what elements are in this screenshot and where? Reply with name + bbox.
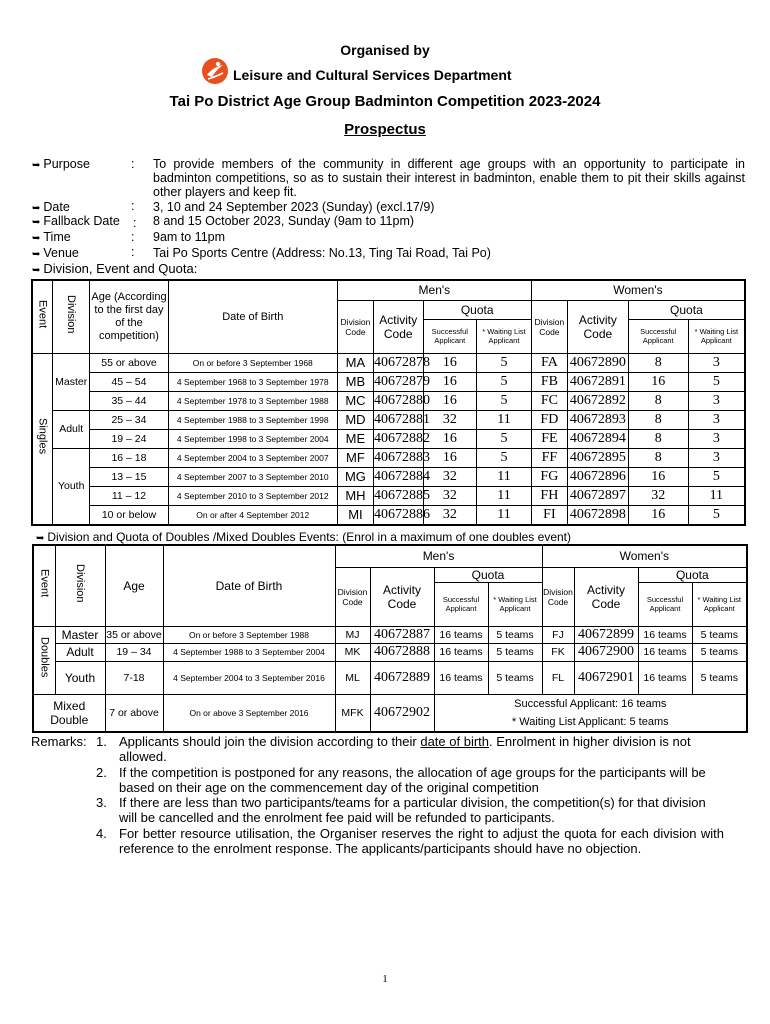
info-purpose-value: To provide members of the community in different age groups with an opportunity to participate in badminton competitions, so as to sustain their interest in badminton, enable them to pit their skills against other players and keep fit. bbox=[153, 157, 745, 199]
womens-successful-header: Successful Applicant bbox=[638, 582, 692, 626]
division-youth: Youth bbox=[53, 448, 90, 525]
remarks-label: Remarks: bbox=[31, 734, 87, 749]
quota-waiting-cell: 5 teams bbox=[488, 643, 542, 661]
division-code-cell: MI bbox=[337, 505, 373, 525]
singles-row bbox=[32, 505, 745, 525]
quota-waiting-cell: 3 bbox=[688, 391, 745, 410]
dob-cell: On or before 3 September 1968 bbox=[168, 353, 337, 372]
activity-code-cell: 40672878 bbox=[373, 353, 423, 372]
division-code-cell: MC bbox=[337, 391, 373, 410]
remark-num: 3. bbox=[96, 795, 107, 810]
womens-activity-code-header: Activity Code bbox=[574, 567, 638, 626]
quota-successful-cell: 16 bbox=[628, 505, 688, 525]
division-code-cell: MK bbox=[335, 643, 370, 661]
division-header: Division bbox=[55, 545, 105, 626]
division-master: Master bbox=[53, 353, 90, 410]
activity-code-cell: 40672894 bbox=[567, 429, 628, 448]
mixed-quota-cell bbox=[434, 694, 747, 732]
division-adult: Adult bbox=[53, 410, 90, 448]
colon: : bbox=[131, 230, 135, 244]
activity-code-cell: 40672885 bbox=[373, 486, 423, 505]
singles-table bbox=[31, 279, 746, 526]
division-code-cell: MD bbox=[337, 410, 373, 429]
activity-code-cell: 40672892 bbox=[567, 391, 628, 410]
quota-waiting-cell: 5 bbox=[688, 467, 745, 486]
singles-row bbox=[32, 467, 745, 486]
quota-successful-cell: 16 teams bbox=[638, 626, 692, 643]
dob-cell: On or before 3 September 1988 bbox=[163, 626, 335, 643]
activity-code-cell: 40672881 bbox=[373, 410, 423, 429]
division-code-cell: FA bbox=[531, 353, 567, 372]
singles-row bbox=[32, 391, 745, 410]
remark-1: Applicants should join the division according to their date of birth. Enrolment in higher division is not allowed. bbox=[119, 734, 691, 764]
quota-successful-cell: 16 bbox=[423, 391, 477, 410]
quota-successful-cell: 32 bbox=[423, 410, 477, 429]
document-subtitle: Prospectus bbox=[344, 121, 426, 138]
colon: : bbox=[131, 199, 135, 213]
age-cell: 7 or above bbox=[105, 694, 163, 732]
quota-waiting-cell: 3 bbox=[688, 429, 745, 448]
age-cell: 55 or above bbox=[90, 353, 168, 372]
quota-successful-cell: 16 bbox=[628, 467, 688, 486]
remark-num: 4. bbox=[96, 826, 107, 841]
mens-division-code-header: Division Code bbox=[337, 300, 373, 353]
activity-code-cell: 40672880 bbox=[373, 391, 423, 410]
division-header: Division bbox=[53, 280, 90, 353]
age-cell: 13 – 15 bbox=[90, 467, 168, 486]
division-cell: Master bbox=[55, 626, 105, 643]
info-date-value: 3, 10 and 24 September 2023 (Sunday) (excl.17/9) bbox=[153, 200, 435, 214]
quota-waiting-cell: 5 bbox=[477, 391, 532, 410]
mens-waiting-header: * Waiting List Applicant bbox=[488, 582, 542, 626]
quota-waiting-cell: 5 bbox=[477, 429, 532, 448]
colon: : bbox=[131, 157, 135, 171]
activity-code-cell: 40672879 bbox=[373, 372, 423, 391]
age-header: Age (According to the first day of the competition) bbox=[90, 280, 168, 353]
quota-waiting-cell: 11 bbox=[477, 505, 532, 525]
quota-successful-cell: 16 teams bbox=[434, 643, 488, 661]
quota-successful-cell: 16 bbox=[628, 372, 688, 391]
singles-row bbox=[32, 448, 745, 467]
division-code-cell: ME bbox=[337, 429, 373, 448]
division-cell: Adult bbox=[55, 643, 105, 661]
age-header: Age bbox=[105, 545, 163, 626]
age-cell: 7-18 bbox=[105, 661, 163, 694]
mens-waiting-header: * Waiting List Applicant bbox=[477, 319, 532, 353]
mens-activity-code-header: Activity Code bbox=[373, 300, 423, 353]
womens-waiting-header: * Waiting List Applicant bbox=[692, 582, 747, 626]
division-code-cell: FF bbox=[531, 448, 567, 467]
activity-code-cell: 40672898 bbox=[567, 505, 628, 525]
remark-3: If there are less than two participants/teams for a particular division, the competition(s) for that division will be cancelled and the enrolment fee paid will be refunded to participants. bbox=[119, 795, 706, 825]
mens-successful-header: Successful Applicant bbox=[423, 319, 477, 353]
activity-code-cell: 40672887 bbox=[370, 626, 434, 643]
quota-successful-cell: 16 teams bbox=[434, 661, 488, 694]
doubles-row bbox=[33, 661, 747, 694]
singles-row bbox=[32, 353, 745, 372]
mixed-division-cell: Mixed Double bbox=[33, 694, 105, 732]
singles-row bbox=[32, 410, 745, 429]
date-of-birth-underlined: date of birth bbox=[420, 734, 489, 749]
dob-cell: 4 September 2007 to 3 September 2010 bbox=[168, 467, 337, 486]
dob-cell: 4 September 2010 to 3 September 2012 bbox=[168, 486, 337, 505]
mixed-successful-text: Successful Applicant: 16 teams bbox=[514, 697, 667, 710]
activity-code-cell: 40672902 bbox=[370, 694, 434, 732]
mens-header: Men's bbox=[335, 545, 542, 567]
quota-waiting-cell: 5 teams bbox=[692, 661, 747, 694]
division-code-cell: FG bbox=[531, 467, 567, 486]
info-venue-value: Tai Po Sports Centre (Address: No.13, Ting Tai Road, Tai Po) bbox=[153, 246, 491, 260]
quota-successful-cell: 32 bbox=[423, 505, 477, 525]
mens-successful-header: Successful Applicant bbox=[434, 582, 488, 626]
lcsd-logo-icon bbox=[201, 57, 229, 85]
quota-waiting-cell: 5 bbox=[477, 448, 532, 467]
age-cell: 10 or below bbox=[90, 505, 168, 525]
quota-waiting-cell: 5 bbox=[477, 372, 532, 391]
activity-code-cell: 40672893 bbox=[567, 410, 628, 429]
doubles-event-cell: Doubles bbox=[33, 626, 55, 694]
age-cell: 25 – 34 bbox=[90, 410, 168, 429]
quota-waiting-cell: 5 bbox=[688, 505, 745, 525]
info-time-label: ➥ Time bbox=[32, 230, 71, 244]
age-cell: 45 – 54 bbox=[90, 372, 168, 391]
mens-quota-header: Quota bbox=[423, 300, 531, 319]
division-code-cell: FL bbox=[542, 661, 574, 694]
division-code-cell: FK bbox=[542, 643, 574, 661]
quota-successful-cell: 32 bbox=[423, 467, 477, 486]
activity-code-cell: 40672888 bbox=[370, 643, 434, 661]
quota-successful-cell: 8 bbox=[628, 353, 688, 372]
quota-successful-cell: 16 bbox=[423, 448, 477, 467]
womens-quota-header: Quota bbox=[628, 300, 745, 319]
activity-code-cell: 40672884 bbox=[373, 467, 423, 486]
womens-successful-header: Successful Applicant bbox=[628, 319, 688, 353]
quota-waiting-cell: 11 bbox=[688, 486, 745, 505]
age-cell: 11 – 12 bbox=[90, 486, 168, 505]
division-code-cell: FH bbox=[531, 486, 567, 505]
activity-code-cell: 40672901 bbox=[574, 661, 638, 694]
mens-activity-code-header: Activity Code bbox=[370, 567, 434, 626]
age-cell: 16 – 18 bbox=[90, 448, 168, 467]
mens-header: Men's bbox=[337, 280, 531, 300]
activity-code-cell: 40672886 bbox=[373, 505, 423, 525]
division-code-cell: MH bbox=[337, 486, 373, 505]
remark-num: 1. bbox=[96, 734, 107, 749]
quota-successful-cell: 16 teams bbox=[434, 626, 488, 643]
quota-waiting-cell: 5 teams bbox=[488, 626, 542, 643]
dob-cell: 4 September 1988 to 3 September 2004 bbox=[163, 643, 335, 661]
activity-code-cell: 40672896 bbox=[567, 467, 628, 486]
info-date-label: ➥ Date bbox=[32, 200, 70, 214]
quota-waiting-cell: 3 bbox=[688, 353, 745, 372]
info-time-value: 9am to 11pm bbox=[153, 230, 226, 244]
age-cell: 19 – 24 bbox=[90, 429, 168, 448]
division-code-cell: MG bbox=[337, 467, 373, 486]
event-header: Event bbox=[32, 280, 53, 353]
page-number: 1 bbox=[382, 973, 388, 985]
info-purpose-label: ➥ Purpose bbox=[32, 157, 90, 171]
dob-cell: 4 September 2004 to 3 September 2016 bbox=[163, 661, 335, 694]
activity-code-cell: 40672890 bbox=[567, 353, 628, 372]
division-code-cell: MB bbox=[337, 372, 373, 391]
division-code-cell: FB bbox=[531, 372, 567, 391]
womens-quota-header: Quota bbox=[638, 567, 747, 582]
section2-heading: ➥ Division and Quota of Doubles /Mixed Doubles Events: (Enrol in a maximum of one doubles event) bbox=[36, 530, 571, 544]
quota-successful-cell: 8 bbox=[628, 448, 688, 467]
singles-event-cell: Singles bbox=[32, 353, 53, 525]
quota-waiting-cell: 11 bbox=[477, 410, 532, 429]
quota-successful-cell: 16 bbox=[423, 429, 477, 448]
activity-code-cell: 40672883 bbox=[373, 448, 423, 467]
quota-waiting-cell: 11 bbox=[477, 467, 532, 486]
activity-code-cell: 40672889 bbox=[370, 661, 434, 694]
quota-successful-cell: 32 bbox=[628, 486, 688, 505]
womens-division-code-header: Division Code bbox=[542, 567, 574, 626]
quota-waiting-cell: 3 bbox=[688, 410, 745, 429]
singles-row bbox=[32, 429, 745, 448]
quota-successful-cell: 16 bbox=[423, 372, 477, 391]
division-code-cell: FD bbox=[531, 410, 567, 429]
info-fallback-value: 8 and 15 October 2023, Sunday (9am to 11pm) bbox=[153, 214, 415, 228]
quota-waiting-cell: 5 teams bbox=[488, 661, 542, 694]
info-venue-label: ➥ Venue bbox=[32, 246, 79, 260]
mixed-doubles-row bbox=[33, 694, 747, 732]
quota-waiting-cell: 5 teams bbox=[692, 626, 747, 643]
doubles-table bbox=[32, 544, 748, 733]
age-cell: 19 – 34 bbox=[105, 643, 163, 661]
activity-code-cell: 40672891 bbox=[567, 372, 628, 391]
info-fallback-label: ➥ Fallback Date bbox=[32, 214, 120, 228]
division-code-cell: MFK bbox=[335, 694, 370, 732]
mens-division-code-header: Division Code bbox=[335, 567, 370, 626]
singles-row bbox=[32, 372, 745, 391]
quota-successful-cell: 8 bbox=[628, 429, 688, 448]
quota-successful-cell: 16 teams bbox=[638, 661, 692, 694]
section1-heading: ➥ Division, Event and Quota: bbox=[32, 261, 198, 276]
quota-successful-cell: 32 bbox=[423, 486, 477, 505]
womens-division-code-header: Division Code bbox=[531, 300, 567, 353]
age-cell: 35 or above bbox=[105, 626, 163, 643]
division-code-cell: MF bbox=[337, 448, 373, 467]
dob-header: Date of Birth bbox=[168, 280, 337, 353]
quota-successful-cell: 16 teams bbox=[638, 643, 692, 661]
document-title: Tai Po District Age Group Badminton Competition 2023-2024 bbox=[169, 93, 601, 110]
remark-2: If the competition is postponed for any reasons, the allocation of age groups for the participants will be based on their age on the commencement day of the original competition bbox=[119, 765, 706, 795]
quota-waiting-cell: 5 bbox=[477, 353, 532, 372]
womens-header: Women's bbox=[542, 545, 747, 567]
womens-header: Women's bbox=[531, 280, 745, 300]
division-code-cell: MJ bbox=[335, 626, 370, 643]
mens-quota-header: Quota bbox=[434, 567, 542, 582]
division-code-cell: FC bbox=[531, 391, 567, 410]
womens-waiting-header: * Waiting List Applicant bbox=[688, 319, 745, 353]
dob-header: Date of Birth bbox=[163, 545, 335, 626]
singles-row bbox=[32, 486, 745, 505]
division-code-cell: FI bbox=[531, 505, 567, 525]
quota-waiting-cell: 5 bbox=[688, 372, 745, 391]
dob-cell: On or after 4 September 2012 bbox=[168, 505, 337, 525]
activity-code-cell: 40672897 bbox=[567, 486, 628, 505]
division-code-cell: ML bbox=[335, 661, 370, 694]
age-cell: 35 – 44 bbox=[90, 391, 168, 410]
division-cell: Youth bbox=[55, 661, 105, 694]
dob-cell: On or above 3 September 2016 bbox=[163, 694, 335, 732]
division-code-cell: MA bbox=[337, 353, 373, 372]
division-code-cell: FE bbox=[531, 429, 567, 448]
activity-code-cell: 40672895 bbox=[567, 448, 628, 467]
activity-code-cell: 40672882 bbox=[373, 429, 423, 448]
organised-by: Organised by bbox=[340, 42, 430, 58]
quota-waiting-cell: 3 bbox=[688, 448, 745, 467]
activity-code-cell: 40672900 bbox=[574, 643, 638, 661]
womens-activity-code-header: Activity Code bbox=[567, 300, 628, 353]
quota-successful-cell: 8 bbox=[628, 410, 688, 429]
activity-code-cell: 40672899 bbox=[574, 626, 638, 643]
remark-4: For better resource utilisation, the Organiser reserves the right to adjust the quota for each division with reference to the enrolment response. The applicants/participants should have no objection. bbox=[119, 826, 724, 856]
colon: : bbox=[133, 216, 137, 230]
dob-cell: 4 September 1978 to 3 September 1988 bbox=[168, 391, 337, 410]
mixed-waiting-text: * Waiting List Applicant: 5 teams bbox=[511, 715, 669, 728]
dob-cell: 4 September 1988 to 3 September 1998 bbox=[168, 410, 337, 429]
quota-successful-cell: 16 bbox=[423, 353, 477, 372]
event-header: Event bbox=[33, 545, 55, 626]
quota-waiting-cell: 11 bbox=[477, 486, 532, 505]
division-code-cell: FJ bbox=[542, 626, 574, 643]
dob-cell: 4 September 1998 to 3 September 2004 bbox=[168, 429, 337, 448]
dob-cell: 4 September 1968 to 3 September 1978 bbox=[168, 372, 337, 391]
doubles-row bbox=[33, 626, 747, 643]
remark-num: 2. bbox=[96, 765, 107, 780]
quota-waiting-cell: 5 teams bbox=[692, 643, 747, 661]
quota-successful-cell: 8 bbox=[628, 391, 688, 410]
doubles-row bbox=[33, 643, 747, 661]
dob-cell: 4 September 2004 to 3 September 2007 bbox=[168, 448, 337, 467]
colon: : bbox=[131, 245, 135, 259]
department-name: Leisure and Cultural Services Department bbox=[233, 67, 512, 83]
